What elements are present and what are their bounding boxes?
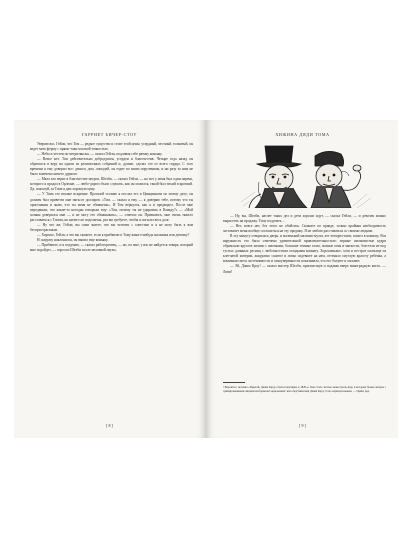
paragraph: — У Тома это вполне искренне. Прошлой осенью я послал его в Цинциннати по моему делу; он должен был привезти мне пятьсот долларов. «Том, — сказал я ему, — я доверяю тебе, потому что ты христианин и знаю, что ты меня не обманешь». И Том вернулся, как я и предвидел. После мне передавали, что какие-то негодяи говорили ему: «Том, почему ты не удираешь в Канаду?» — «Мой хозяин доверился мне — и не могу его обманывать», — отвечал он. Признаюсь, мне очень тяжело расставаться с Томом, но ничего не поделаешь, раз вы требуете, чтобы я погасил весь долг. bbox=[30, 192, 193, 222]
running-head-title: ХИЖИНА ДЯДИ ТОМА bbox=[275, 132, 330, 137]
page-number-right: [ 9 ] bbox=[299, 423, 306, 428]
book-spread bbox=[14, 120, 398, 438]
man-in-hat-figure bbox=[249, 146, 307, 208]
engraving-illustration bbox=[231, 142, 377, 208]
paragraph: Н. наудачу наклонился, он выпил еще коньяку. bbox=[37, 237, 109, 242]
paragraph: — Вовсе нет. Том действительно добродушен, усерден и благочестив. Четыре года назад он обратился в веру на одном из религиозных собраний и, думаю, сделал это от всего сердца. С того времени я ему доверил все: деньги, дом, лошадей, он ездит по моим поручениям, и ни разу за ним не было замечено ничего дурного. bbox=[30, 157, 193, 177]
footnote-divider bbox=[223, 382, 245, 383]
paragraph: — Ну, вы, Шелби, насчет таких дел и дети хорошо идут, — сказал Гейли, — и девочек можно вырастить на продажу. Тому подумать… bbox=[223, 214, 386, 224]
left-page bbox=[14, 120, 205, 438]
paragraph: — Нет, вовсе нет, без этого не обойтись. Скажите по правде, только крайняя необходимость заставляет меня вообще согласиться на эту продажу. Я не люблю расставаться со своими людьми. bbox=[223, 224, 386, 234]
footnote: ¹ Вероятно, песенка «Прыгай, Джим Кроу» была популярна в 1820-е. Она стала частью менестрель-шоу, в которых белые актеры с гримированными лицами изображали чернокожих; впоследствии имя Джим Кроу стало нарицательным. — Прим. ред. bbox=[223, 385, 386, 393]
running-head-author: ГАРРИЕТ БИЧЕР-СТОУ bbox=[81, 132, 138, 137]
paragraph: — Хорошо, Гейли, а что вы скажете, если я прибавлю к Тому какого-нибудь мальчика или девочку? bbox=[37, 232, 190, 237]
page-number-left: [ 8 ] bbox=[106, 423, 113, 428]
paragraph: — Ну что же, Гейли, вы сами знаете, что вы человек с совестью и я не могу быть к вам беспристрастным. bbox=[30, 222, 193, 232]
right-page-body bbox=[223, 214, 386, 275]
paragraph: Уверяю вас, Гейли, что Том — редкое существо и стоит этой цены: усердный, честный, толковый, он ведет мою ферму с прямо-таки часовой точностью. bbox=[30, 142, 193, 152]
left-page-body bbox=[30, 142, 193, 253]
paragraph: — Небось честен по-негритянски, — сказал Гейли, подливая себе рюмку коньяку. bbox=[37, 152, 163, 157]
paragraph: В эту минуту отворилась дверь, и маленький мальчик-мулат, лет четырех-пяти, вошел в комнату. Вся наружность его была отмечена удивительной привлекательностью: черные шелковистые кудри обрамляли круглое личико с ямочками, большие темные глаза, полные огня и мягкости, блестели из-под густых длинных ресниц с любопытством оглядывая комнату. Хорошенькое, хотя и пестрое платьице из клетчатой материи, аккуратно сшитое и ловко сидевшее на нем, оттеняло смуглую красоту ребенка, а комичная смесь застенчивости и самоуверенности показывала, что его балуют и ласкают. bbox=[223, 234, 386, 264]
paragraph: — Мало кто верит в благочестие негров, Шелби, — сказал Гейли, — но вот у меня был один парень, которого я продал в Орлеане, — любо-дорого было слушать, как он молился, такой был тихий и кроткий. Да, пожалуй, за Тома я дам хорошую цену. bbox=[30, 177, 193, 192]
second-man-figure bbox=[311, 151, 361, 208]
right-page bbox=[207, 120, 398, 438]
paragraph: — Эй, Джим Кроу! — сказал мистер Шелби, присвистнув и подавая вверх виноградную кисть. — Лови! bbox=[223, 264, 386, 274]
paragraph: — Прибавьте, и я подумаю, — сказал работорговец, — но, по мне, у вас не найдется товара, который мне подойдет, — спросил Шелби после неловкой паузы. bbox=[30, 242, 193, 252]
